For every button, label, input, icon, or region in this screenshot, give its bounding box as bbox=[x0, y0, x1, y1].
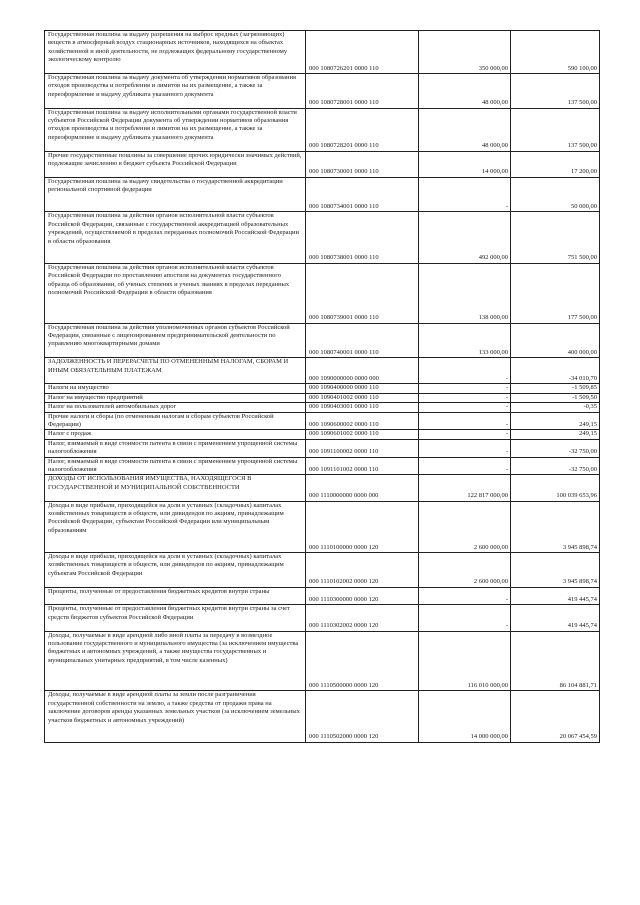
row-description: Государственная пошлина за действия уполномоченных органов субъектов Российской Федерации, связанные с лицензированием предпринимательской деятельности по управлению многоквартирными домами bbox=[45, 323, 306, 358]
table-row bbox=[45, 475, 600, 501]
row-executed-amount: 86 104 881,71 bbox=[511, 631, 600, 691]
table-row bbox=[45, 691, 600, 742]
row-code: 000 1080730001 0000 110 bbox=[306, 151, 419, 177]
row-code: 000 1091100002 0000 110 bbox=[306, 439, 419, 457]
row-code: 000 1080728001 0000 110 bbox=[306, 74, 419, 109]
row-code: 000 1090403001 0000 110 bbox=[306, 403, 419, 412]
row-code: 000 1110502000 0000 120 bbox=[306, 691, 419, 742]
row-plan-amount: 116 010 000,00 bbox=[419, 631, 511, 691]
row-executed-amount: 3 945 898,74 bbox=[511, 501, 600, 552]
row-executed-amount: 50 000,00 bbox=[511, 177, 600, 212]
row-code: 000 1090000000 0000 000 bbox=[306, 358, 419, 384]
row-description: ЗАДОЛЖЕННОСТЬ И ПЕРЕРАСЧЕТЫ ПО ОТМЕНЕННЫМ НАЛОГАМ, СБОРАМ И ИНЫМ ОБЯЗАТЕЛЬНЫМ ПЛАТЕЖАМ bbox=[45, 358, 306, 384]
row-executed-amount: -1 509,85 bbox=[511, 384, 600, 393]
row-plan-amount: - bbox=[419, 587, 511, 605]
table-row bbox=[45, 430, 600, 439]
row-plan-amount: - bbox=[419, 403, 511, 412]
row-description: Налоги на имущество bbox=[45, 384, 306, 393]
row-executed-amount: 249,15 bbox=[511, 430, 600, 439]
row-code: 000 1080728201 0000 110 bbox=[306, 108, 419, 151]
table-row bbox=[45, 403, 600, 412]
row-executed-amount: 137 500,00 bbox=[511, 74, 600, 109]
row-description: Налог на имущество предприятий bbox=[45, 393, 306, 402]
row-description: Государственная пошлина за действия органов исполнительной власти субъектов Российской Федерации, связанные с государственной аккредитацией образовательных учреждений, осуществляемой в пределах переданных полномочий Российской Федерации в области образования bbox=[45, 212, 306, 263]
row-code: 000 1080734001 0000 110 bbox=[306, 177, 419, 212]
row-plan-amount: 2 600 000,00 bbox=[419, 552, 511, 587]
row-description: Государственная пошлина за выдачу документа об утверждении нормативов образования отходов производства и потребления и лимитов на их размещение, а также за переоформление и выдачу дубликата указанного документа bbox=[45, 74, 306, 109]
row-description: Налог, взимаемый в виде стоимости патента в связи с применением упрощенной системы налогообложения bbox=[45, 457, 306, 475]
row-executed-amount: -32 750,00 bbox=[511, 439, 600, 457]
row-executed-amount: 419 445,74 bbox=[511, 605, 600, 631]
row-description: ДОХОДЫ ОТ ИСПОЛЬЗОВАНИЯ ИМУЩЕСТВА, НАХОДЯЩЕГОСЯ В ГОСУДАРСТВЕННОЙ И МУНИЦИПАЛЬНОЙ СОБСТВЕННОСТИ bbox=[45, 475, 306, 501]
row-code: 000 1080738001 0000 110 bbox=[306, 212, 419, 263]
row-code: 000 1110500000 0000 120 bbox=[306, 631, 419, 691]
row-code: 000 1090400000 0000 110 bbox=[306, 384, 419, 393]
table-row bbox=[45, 212, 600, 263]
row-plan-amount: - bbox=[419, 177, 511, 212]
row-code: 000 1110300000 0000 120 bbox=[306, 587, 419, 605]
budget-revenue-table bbox=[44, 30, 600, 743]
row-description: Государственная пошлина за выдачу исполнительными органами государственной власти субъектов Российской Федерации документа об утверждении нормативов образования отходов производства и потребления и лимитов на их размещение, а также за переоформление и выдачу дубликата указанного документа bbox=[45, 108, 306, 151]
table-row bbox=[45, 31, 600, 74]
row-executed-amount: 400 000,00 bbox=[511, 323, 600, 358]
row-plan-amount: 48 000,00 bbox=[419, 74, 511, 109]
table-row bbox=[45, 151, 600, 177]
row-description: Проценты, полученные от предоставления бюджетных кредитов внутри страны за счет средств бюджетов субъектов Российской Федерации bbox=[45, 605, 306, 631]
row-plan-amount: - bbox=[419, 457, 511, 475]
row-code: 000 1110000000 0000 000 bbox=[306, 475, 419, 501]
row-code: 000 1080726201 0000 110 bbox=[306, 31, 419, 74]
row-plan-amount: 2 600 000,00 bbox=[419, 501, 511, 552]
row-executed-amount: 137 500,00 bbox=[511, 108, 600, 151]
row-executed-amount: -0,35 bbox=[511, 403, 600, 412]
table-row bbox=[45, 587, 600, 605]
row-description: Доходы в виде прибыли, приходящейся на доли в уставных (складочных) капиталах хозяйственных товариществ и обществ, или дивидендов по акциям, принадлежащим Российской Федерации, субъектам Российской Федерации или муниципальным образованиям bbox=[45, 501, 306, 552]
table-row bbox=[45, 552, 600, 587]
row-plan-amount: 350 000,00 bbox=[419, 31, 511, 74]
row-executed-amount: 177 500,00 bbox=[511, 263, 600, 323]
row-executed-amount: 100 039 653,96 bbox=[511, 475, 600, 501]
table-row bbox=[45, 74, 600, 109]
row-executed-amount: 3 945 898,74 bbox=[511, 552, 600, 587]
row-code: 000 1091101002 0000 110 bbox=[306, 457, 419, 475]
table-row bbox=[45, 393, 600, 402]
row-plan-amount: 122 817 000,00 bbox=[419, 475, 511, 501]
row-description: Прочие налоги и сборы (по отмененным налогам и сборам субъектов Российской Федерации) bbox=[45, 412, 306, 430]
row-executed-amount: 249,15 bbox=[511, 412, 600, 430]
row-code: 000 1090401002 0000 110 bbox=[306, 393, 419, 402]
table-body bbox=[45, 31, 600, 743]
row-plan-amount: 14 000,00 bbox=[419, 151, 511, 177]
row-plan-amount: - bbox=[419, 358, 511, 384]
row-code: 000 1110100000 0000 120 bbox=[306, 501, 419, 552]
row-description: Налог, взимаемый в виде стоимости патента в связи с применением упрощенной системы налогообложения bbox=[45, 439, 306, 457]
row-executed-amount: 20 067 454,59 bbox=[511, 691, 600, 742]
row-description: Доходы, получаемые в виде арендной платы за земли после разграничения государственной собственности на землю, а также средства от продажи права на заключение договоров аренды указанных земельных участков (за исключением земельных участков бюджетных и автономных учреждений) bbox=[45, 691, 306, 742]
table-row bbox=[45, 631, 600, 691]
table-row bbox=[45, 605, 600, 631]
table-row bbox=[45, 501, 600, 552]
row-code: 000 1090600002 0000 110 bbox=[306, 412, 419, 430]
table-row bbox=[45, 323, 600, 358]
row-description: Доходы в виде прибыли, приходящейся на доли в уставных (складочных) капиталах хозяйственных товариществ и обществ, или дивидендов по акциям, принадлежащим субъектам Российской Федерации bbox=[45, 552, 306, 587]
table-row bbox=[45, 439, 600, 457]
row-executed-amount: 419 445,74 bbox=[511, 587, 600, 605]
row-code: 000 1090601002 0000 110 bbox=[306, 430, 419, 439]
table-row bbox=[45, 412, 600, 430]
table-row bbox=[45, 358, 600, 384]
row-description: Доходы, получаемые в виде арендной либо иной платы за передачу в возмездное пользование государственного и муниципального имущества (за исключением имущества бюджетных и автономных учреждений, а также имущества государственных и муниципальных унитарных предприятий, в том числе казенных) bbox=[45, 631, 306, 691]
table-row bbox=[45, 263, 600, 323]
row-description: Налог на пользователей автомобильных дорог bbox=[45, 403, 306, 412]
row-plan-amount: - bbox=[419, 605, 511, 631]
row-plan-amount: - bbox=[419, 439, 511, 457]
row-code: 000 1110302002 0000 120 bbox=[306, 605, 419, 631]
row-code: 000 1080740001 0000 110 bbox=[306, 323, 419, 358]
row-description: Государственная пошлина за действия органов исполнительной власти субъектов Российской Федерации по проставлению апостиля на документах государственного образца об образовании, об ученых степенях и ученых званиях в пределах переданных полномочий Российской Федерации в области образования bbox=[45, 263, 306, 323]
table-row bbox=[45, 384, 600, 393]
row-executed-amount: 751 500,00 bbox=[511, 212, 600, 263]
row-description: Налог с продаж bbox=[45, 430, 306, 439]
row-plan-amount: 14 000 000,00 bbox=[419, 691, 511, 742]
row-executed-amount: 590 100,00 bbox=[511, 31, 600, 74]
table-row bbox=[45, 108, 600, 151]
row-plan-amount: 492 000,00 bbox=[419, 212, 511, 263]
row-code: 000 1080739001 0000 110 bbox=[306, 263, 419, 323]
row-executed-amount: -1 509,50 bbox=[511, 393, 600, 402]
row-plan-amount: - bbox=[419, 393, 511, 402]
row-plan-amount: - bbox=[419, 384, 511, 393]
row-executed-amount: 17 200,00 bbox=[511, 151, 600, 177]
row-plan-amount: - bbox=[419, 412, 511, 430]
row-code: 000 1110102002 0000 120 bbox=[306, 552, 419, 587]
row-plan-amount: - bbox=[419, 430, 511, 439]
row-plan-amount: 133 000,00 bbox=[419, 323, 511, 358]
table-row bbox=[45, 177, 600, 212]
row-executed-amount: -34 010,70 bbox=[511, 358, 600, 384]
row-plan-amount: 48 000,00 bbox=[419, 108, 511, 151]
table-row bbox=[45, 457, 600, 475]
row-description: Государственная пошлина за выдачу разрешения на выброс вредных (загрязняющих) веществ в атмосферный воздух стационарных источников, находящихся на объектах хозяйственной и иной деятельности, не подлежащих федеральному государственному экологическому контролю bbox=[45, 31, 306, 74]
row-description: Государственная пошлина за выдачу свидетельства о государственной аккредитации региональной спортивной федерации bbox=[45, 177, 306, 212]
row-executed-amount: -32 750,00 bbox=[511, 457, 600, 475]
row-description: Прочие государственные пошлины за совершение прочих юридически значимых действий, подлежащие зачислению в бюджет субъекта Российской Федерации bbox=[45, 151, 306, 177]
row-plan-amount: 138 000,00 bbox=[419, 263, 511, 323]
row-description: Проценты, полученные от предоставления бюджетных кредитов внутри страны bbox=[45, 587, 306, 605]
